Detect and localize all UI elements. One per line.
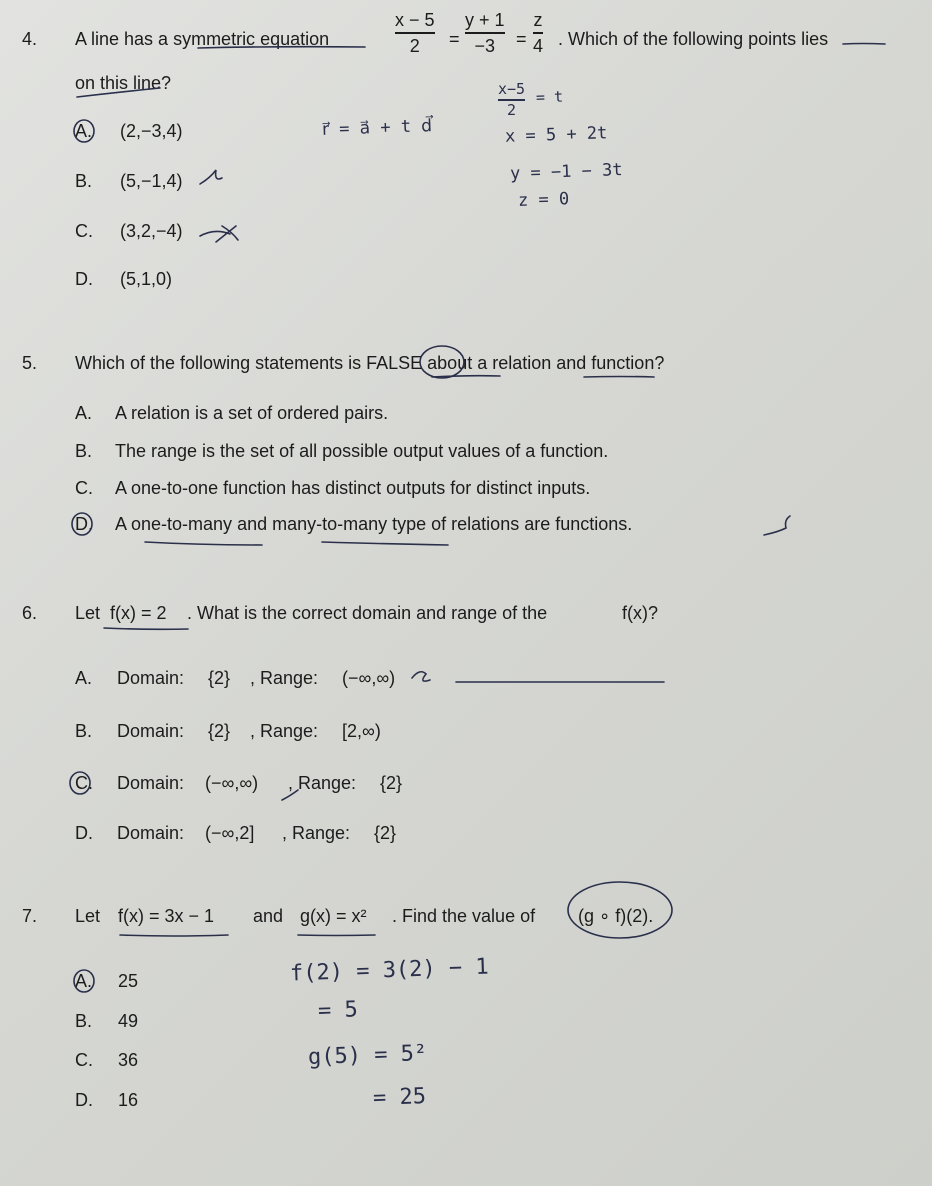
q7-option-a-letter: A.: [75, 971, 93, 991]
q4-hand-x: x = 5 + 2t: [504, 123, 608, 147]
q7-hand-line2: = 5: [317, 997, 359, 1024]
q4-fraction-x: [395, 10, 435, 56]
q4-option-c-letter: C.: [75, 221, 93, 241]
q6-option-a-domain: {2}: [208, 668, 231, 688]
q6-text-let: Let: [75, 603, 101, 623]
q4-option-a: (2,−3,4): [120, 121, 183, 141]
q6-option-d-range-label: , Range:: [282, 823, 351, 843]
q5-option-a: A relation is a set of ordered pairs.: [115, 403, 389, 423]
q4-text: A line has a symmetric equation: [75, 29, 330, 49]
q4-hand-fraction-den: 2: [507, 100, 517, 119]
q6-function: f(x) = 2: [110, 603, 167, 623]
q7-option-c-letter: C.: [75, 1050, 93, 1070]
underline-false: [432, 376, 500, 377]
q7-text-find: . Find the value of: [392, 906, 536, 926]
cross-q4-option-c: [200, 226, 238, 242]
q5-option-a-letter: A.: [75, 403, 93, 423]
q7-option-d-letter: D.: [75, 1090, 93, 1110]
q4-equals-1: =: [449, 29, 460, 49]
q5-option-b: The range is the set of all possible output values of a function.: [115, 441, 609, 461]
q4-fraction-y-numerator: y + 1: [465, 10, 505, 30]
underline-many-to-many: [322, 542, 448, 545]
underline-q7-g: [298, 935, 375, 936]
q4-text-after: . Which of the following points lies: [558, 29, 829, 49]
q5-option-c-letter: C.: [75, 478, 93, 498]
q4-hand-vector: r⃗ = a⃗ + t d⃗: [321, 116, 433, 140]
scribble-q6-option-a: [412, 672, 430, 681]
mark-q4-option-b: [200, 170, 222, 184]
q4-text-line2: on this line?: [75, 73, 172, 93]
q5-option-c: A one-to-one function has distinct outputs for distinct inputs.: [115, 478, 591, 498]
underline-q7-f: [120, 935, 228, 936]
q7-text-let: Let: [75, 906, 101, 926]
q7-option-b-letter: B.: [75, 1011, 93, 1031]
q7-hand-line3: g(5) = 5²: [307, 1040, 428, 1071]
q6-number: 6.: [22, 603, 38, 623]
q6-text-fx: f(x)?: [622, 603, 658, 623]
underline-lies: [843, 44, 885, 45]
q4-fraction-x-numerator: x − 5: [395, 10, 435, 30]
q7-composition: (g ∘ f)(2).: [578, 906, 654, 926]
q4-option-d-letter: D.: [75, 269, 93, 289]
q4-option-c: (3,2,−4): [120, 221, 183, 241]
q6-option-c-domain: (−∞,∞): [205, 773, 259, 793]
q4-number: 4.: [22, 29, 38, 49]
q5-option-d: A one-to-many and many-to-many type of relations are functions.: [115, 514, 633, 534]
underline-one-to-many: [145, 542, 262, 545]
q4-fraction-y-denominator: −3: [474, 35, 496, 56]
q4-fraction-x-denominator: 2: [409, 35, 420, 56]
q4-hand-frac-rhs: = t: [535, 87, 564, 107]
q5-text: Which of the following statements is FALSE about a relation and function?: [75, 353, 665, 373]
q7-text-and: and: [253, 906, 284, 926]
q7-number: 7.: [22, 906, 38, 926]
q6-option-d-letter: D.: [75, 823, 93, 843]
q6-option-d-domain-label: Domain:: [117, 823, 185, 843]
q6-option-b-range-label: , Range:: [250, 721, 319, 741]
q4-fraction-z-denominator: 4: [533, 35, 544, 56]
q4-option-d: (5,1,0): [120, 269, 173, 289]
q7-function-f: f(x) = 3x − 1: [118, 906, 215, 926]
q6-option-a-letter: A.: [75, 668, 93, 688]
q6-option-c-range-label: , Range:: [288, 773, 357, 793]
q4-fraction-y: [465, 10, 505, 56]
q6-option-a-range: (−∞,∞): [342, 668, 396, 688]
q6-option-a-domain-label: Domain:: [117, 668, 185, 688]
q4-fraction-z: [533, 10, 543, 56]
q7-option-c: 36: [118, 1050, 139, 1070]
q4-hand-z: z = 0: [517, 189, 570, 211]
underline-q6-function: [104, 628, 188, 629]
q6-option-d-domain: (−∞,2]: [205, 823, 255, 843]
q4-option-b: (5,−1,4): [120, 171, 183, 191]
q6-option-b-range: [2,∞): [342, 721, 381, 741]
q7-function-g: g(x) = x²: [300, 906, 367, 926]
underline-relation: [584, 377, 654, 378]
q4-hand-y: y = −1 − 3t: [509, 160, 623, 184]
q5-option-b-letter: B.: [75, 441, 93, 461]
q6-option-c-letter: C.: [75, 773, 93, 793]
q7-hand-line1: f(2) = 3(2) − 1: [289, 954, 490, 987]
mark-q5-option-d: [764, 516, 790, 535]
q6-text: . What is the correct domain and range of the: [187, 603, 548, 623]
q4-fraction-z-numerator: z: [533, 10, 543, 30]
q5-number: 5.: [22, 353, 38, 373]
q6-option-b-domain-label: Domain:: [117, 721, 185, 741]
q4-equals-2: =: [516, 29, 527, 49]
q6-option-c-range: {2}: [380, 773, 403, 793]
q4-hand-fraction: [498, 82, 525, 118]
q7-option-a: 25: [118, 971, 139, 991]
q4-hand-fraction-num: x−5: [498, 80, 526, 98]
q5-option-d-letter: D.: [75, 514, 93, 534]
q6-option-d-range: {2}: [374, 823, 397, 843]
q6-option-a-range-label: , Range:: [250, 668, 319, 688]
q6-option-b-domain: {2}: [208, 721, 231, 741]
q6-option-c-domain-label: Domain:: [117, 773, 185, 793]
q7-option-d: 16: [118, 1090, 139, 1110]
q4-option-b-letter: B.: [75, 171, 93, 191]
q4-option-a-letter: A.: [75, 121, 93, 141]
q6-option-b-letter: B.: [75, 721, 93, 741]
q7-option-b: 49: [118, 1011, 139, 1031]
q7-hand-line4: = 25: [372, 1084, 427, 1111]
